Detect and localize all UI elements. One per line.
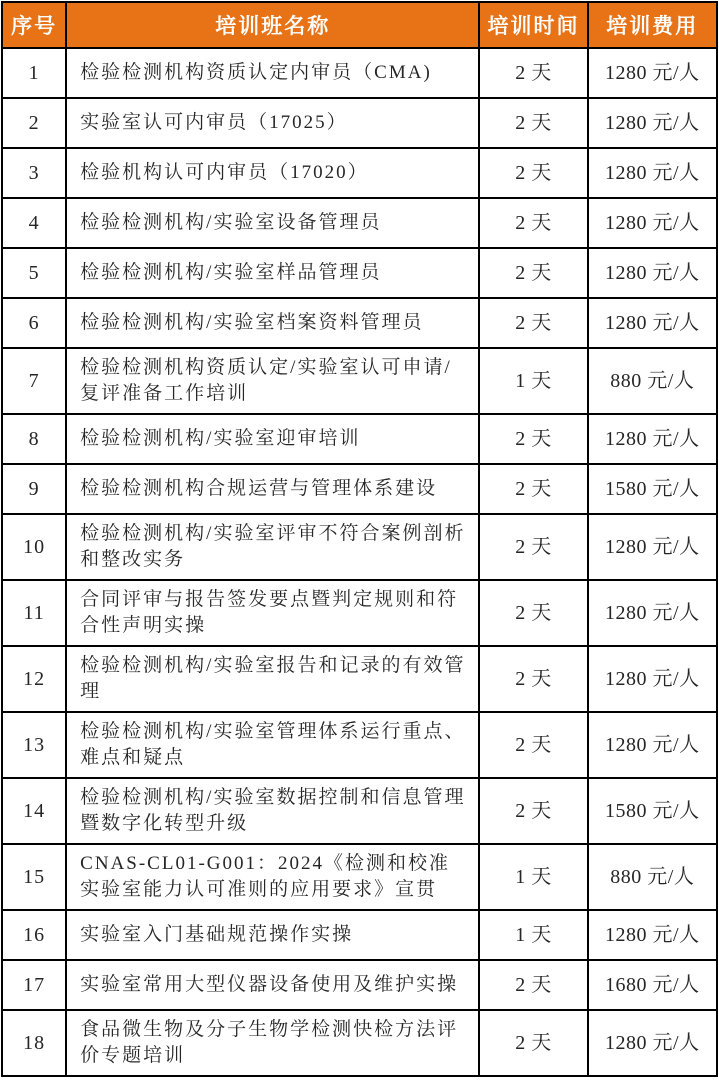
header-cell-fee: 培训费用: [588, 2, 717, 48]
cell-name: 检验检测机构/实验室样品管理员: [66, 248, 479, 298]
cell-index: 3: [2, 148, 66, 198]
cell-index: 1: [2, 48, 66, 98]
table-header: [2, 2, 717, 48]
cell-name: 检验检测机构资质认定内审员（CMA): [66, 48, 479, 98]
cell-name: 检验机构认可内审员（17020）: [66, 148, 479, 198]
table-row: [2, 248, 717, 298]
cell-time: 2 天: [479, 148, 587, 198]
cell-name: CNAS-CL01-G001：2024《检测和校准实验室能力认可准则的应用要求》宣贯: [66, 844, 479, 910]
table-body: [2, 48, 717, 1076]
cell-index: 2: [2, 98, 66, 148]
table-row: [2, 48, 717, 98]
cell-index: 10: [2, 514, 66, 580]
cell-name: 实验室认可内审员（17025）: [66, 98, 479, 148]
cell-fee: 880 元/人: [588, 348, 717, 414]
cell-index: 12: [2, 646, 66, 712]
cell-index: 13: [2, 712, 66, 778]
cell-index: 14: [2, 778, 66, 844]
table-row: [2, 148, 717, 198]
table-row: [2, 514, 717, 580]
cell-fee: 1280 元/人: [588, 148, 717, 198]
cell-index: 15: [2, 844, 66, 910]
cell-fee: 1280 元/人: [588, 98, 717, 148]
cell-fee: 1280 元/人: [588, 248, 717, 298]
cell-fee: 1280 元/人: [588, 414, 717, 464]
cell-time: 2 天: [479, 198, 587, 248]
table-row: [2, 298, 717, 348]
cell-name: 实验室常用大型仪器设备使用及维护实操: [66, 960, 479, 1010]
cell-name: 合同评审与报告签发要点暨判定规则和符合性声明实操: [66, 580, 479, 646]
header-cell-time: 培训时间: [479, 2, 587, 48]
cell-name: 检验检测机构资质认定/实验室认可申请/复评准备工作培训: [66, 348, 479, 414]
cell-index: 6: [2, 298, 66, 348]
cell-time: 2 天: [479, 960, 587, 1010]
cell-fee: 1280 元/人: [588, 1010, 717, 1076]
cell-index: 17: [2, 960, 66, 1010]
cell-name: 检验检测机构/实验室设备管理员: [66, 198, 479, 248]
cell-index: 18: [2, 1010, 66, 1076]
cell-fee: 1280 元/人: [588, 48, 717, 98]
cell-index: 9: [2, 464, 66, 514]
header-cell-name: 培训班名称: [66, 2, 479, 48]
cell-fee: 1280 元/人: [588, 910, 717, 960]
table-row: [2, 960, 717, 1010]
cell-name: 实验室入门基础规范操作实操: [66, 910, 479, 960]
table-row: [2, 778, 717, 844]
table-row: [2, 98, 717, 148]
cell-fee: 1580 元/人: [588, 464, 717, 514]
cell-name: 检验检测机构/实验室报告和记录的有效管理: [66, 646, 479, 712]
cell-index: 8: [2, 414, 66, 464]
cell-fee: 1280 元/人: [588, 580, 717, 646]
cell-fee: 1280 元/人: [588, 198, 717, 248]
cell-fee: 1280 元/人: [588, 646, 717, 712]
cell-time: 2 天: [479, 580, 587, 646]
cell-name: 检验检测机构/实验室管理体系运行重点、难点和疑点: [66, 712, 479, 778]
cell-time: 2 天: [479, 248, 587, 298]
cell-time: 1 天: [479, 348, 587, 414]
cell-index: 11: [2, 580, 66, 646]
cell-time: 1 天: [479, 844, 587, 910]
table-header-row: [2, 2, 717, 48]
cell-name: 检验检测机构合规运营与管理体系建设: [66, 464, 479, 514]
cell-fee: 1280 元/人: [588, 514, 717, 580]
cell-index: 4: [2, 198, 66, 248]
cell-name: 检验检测机构/实验室评审不符合案例剖析和整改实务: [66, 514, 479, 580]
table-row: [2, 198, 717, 248]
cell-time: 2 天: [479, 48, 587, 98]
cell-fee: 1280 元/人: [588, 298, 717, 348]
cell-name: 食品微生物及分子生物学检测快检方法评价专题培训: [66, 1010, 479, 1076]
cell-time: 1 天: [479, 910, 587, 960]
cell-fee: 1280 元/人: [588, 712, 717, 778]
table-row: [2, 1010, 717, 1076]
training-price-table: [1, 1, 718, 1077]
table-row: [2, 464, 717, 514]
table-row: [2, 712, 717, 778]
cell-time: 2 天: [479, 414, 587, 464]
cell-time: 2 天: [479, 464, 587, 514]
cell-index: 7: [2, 348, 66, 414]
cell-time: 2 天: [479, 98, 587, 148]
cell-fee: 1580 元/人: [588, 778, 717, 844]
cell-index: 16: [2, 910, 66, 960]
table-row: [2, 348, 717, 414]
cell-time: 2 天: [479, 1010, 587, 1076]
cell-time: 2 天: [479, 646, 587, 712]
cell-time: 2 天: [479, 514, 587, 580]
cell-name: 检验检测机构/实验室数据控制和信息管理暨数字化转型升级: [66, 778, 479, 844]
cell-index: 5: [2, 248, 66, 298]
table-row: [2, 844, 717, 910]
cell-time: 2 天: [479, 298, 587, 348]
cell-time: 2 天: [479, 778, 587, 844]
table-row: [2, 414, 717, 464]
cell-fee: 1680 元/人: [588, 960, 717, 1010]
table-row: [2, 646, 717, 712]
cell-name: 检验检测机构/实验室档案资料管理员: [66, 298, 479, 348]
table-row: [2, 580, 717, 646]
header-cell-index: 序号: [2, 2, 66, 48]
cell-name: 检验检测机构/实验室迎审培训: [66, 414, 479, 464]
cell-time: 2 天: [479, 712, 587, 778]
table-row: [2, 910, 717, 960]
cell-fee: 880 元/人: [588, 844, 717, 910]
